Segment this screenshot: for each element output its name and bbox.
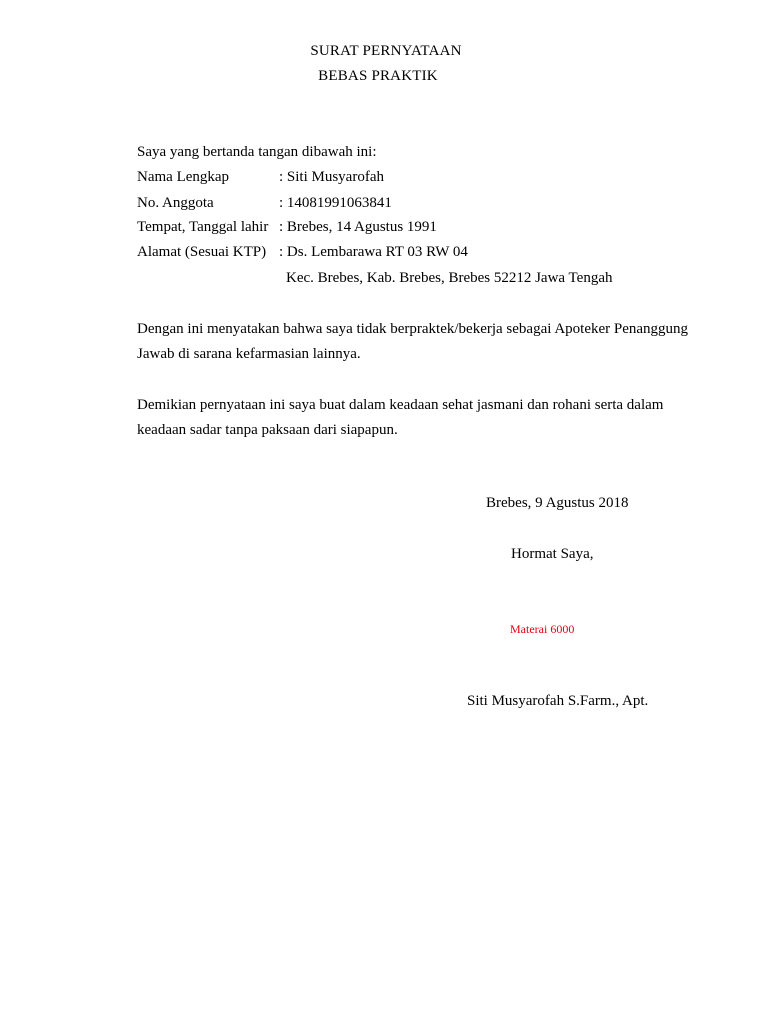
intro-text: Saya yang bertanda tangan dibawah ini:	[137, 144, 377, 160]
field-value-member-number: : 14081991063841	[279, 195, 392, 211]
field-label-name: Nama Lengkap	[137, 169, 230, 185]
field-label-birth: Tempat, Tanggal lahir	[137, 219, 269, 235]
statement-paragraph	[137, 317, 727, 367]
field-value-address: : Ds. Lembarawa RT 03 RW 04	[279, 244, 468, 260]
closing-salutation: Hormat Saya,	[511, 546, 594, 562]
document-title: SURAT PERNYATAAN	[310, 43, 462, 59]
closing-line-2: keadaan sadar tanpa paksaan dari siapapun.	[137, 422, 398, 438]
field-label-member-number: No. Anggota	[137, 195, 214, 211]
field-label-address: Alamat (Sesuai KTP)	[137, 244, 267, 260]
field-value-address-line2: Kec. Brebes, Kab. Brebes, Brebes 52212 Jawa Tengah	[286, 270, 613, 286]
field-value-name: : Siti Musyarofah	[279, 169, 384, 185]
field-value-birth: : Brebes, 14 Agustus 1991	[279, 219, 437, 235]
closing-line-1: Demikian pernyataan ini saya buat dalam keadaan sehat jasmani dan rohani serta dalam	[137, 397, 664, 413]
place-date: Brebes, 9 Agustus 2018	[486, 495, 629, 511]
statement-line-1: Dengan ini menyatakan bahwa saya tidak berpraktek/bekerja sebagai Apoteker Penanggung	[137, 321, 689, 337]
closing-paragraph	[137, 393, 727, 443]
stamp-note: Materai 6000	[510, 622, 575, 636]
signatory-name: Siti Musyarofah S.Farm., Apt.	[467, 693, 649, 709]
document-subtitle: BEBAS PRAKTIK	[318, 68, 438, 84]
statement-line-2: Jawab di sarana kefarmasian lainnya.	[137, 346, 361, 362]
